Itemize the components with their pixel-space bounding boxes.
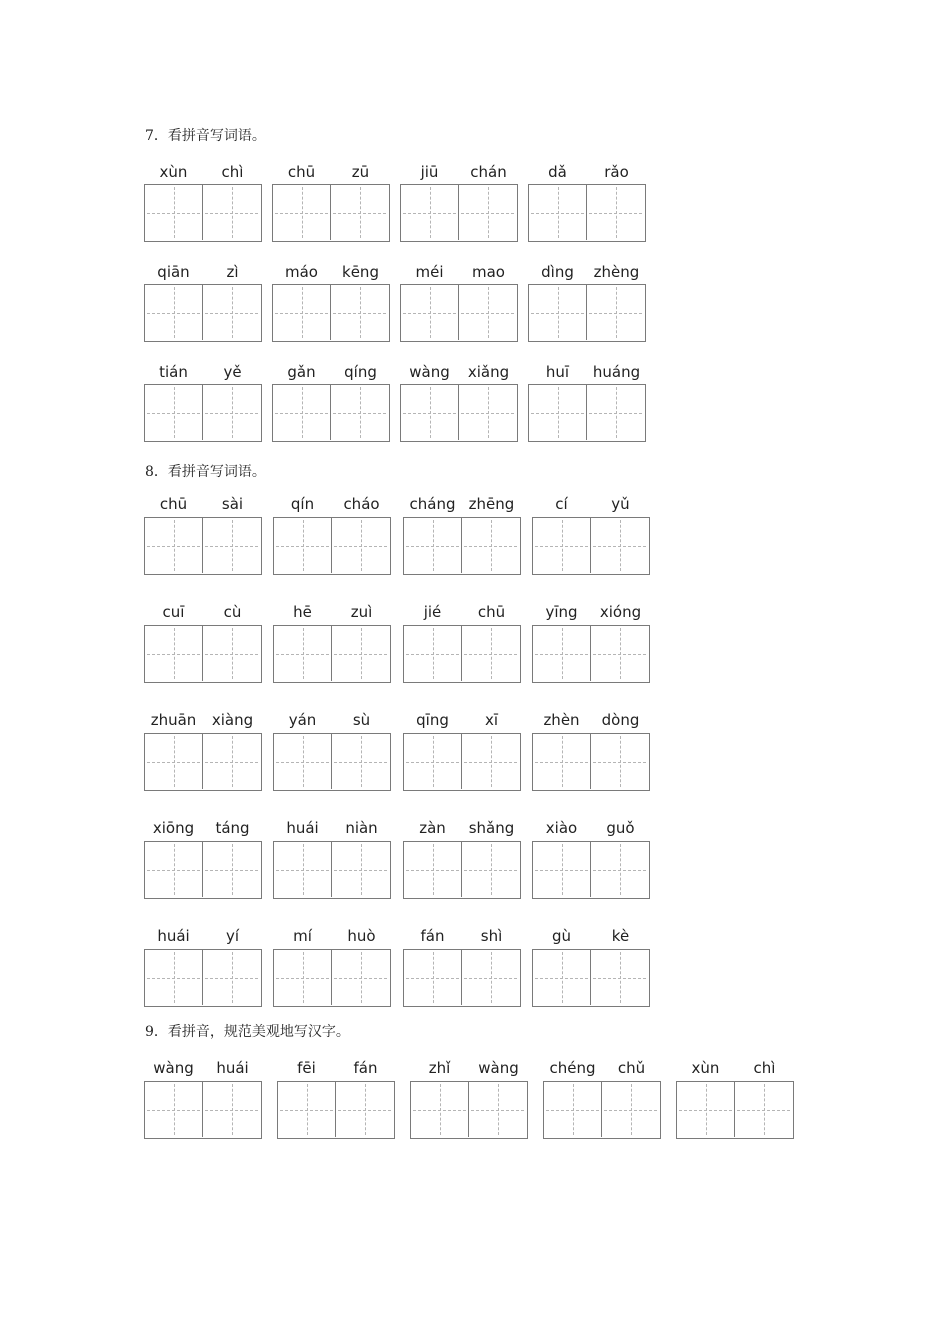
pinyin-label: jié xyxy=(423,603,442,621)
guide-line-horizontal xyxy=(147,870,200,871)
writing-box-pair[interactable] xyxy=(528,384,646,442)
guide-line-horizontal xyxy=(546,1110,599,1111)
guide-line-horizontal xyxy=(334,870,387,871)
pinyin-label: zū xyxy=(351,163,370,181)
pinyin-row xyxy=(144,495,262,515)
writing-box-pair[interactable] xyxy=(400,284,518,342)
pinyin-label: huái xyxy=(216,1059,249,1077)
character-box[interactable] xyxy=(591,518,648,573)
character-box[interactable] xyxy=(145,1082,203,1137)
pinyin-label: fán xyxy=(353,1059,378,1077)
character-box[interactable] xyxy=(677,1082,735,1137)
guide-line-horizontal xyxy=(205,870,258,871)
pinyin-row xyxy=(144,819,262,839)
guide-line-horizontal xyxy=(464,870,517,871)
writing-box-pair[interactable] xyxy=(273,517,391,575)
character-box[interactable] xyxy=(529,285,587,340)
pinyin-label: chū xyxy=(159,495,188,513)
pinyin-row xyxy=(272,363,390,383)
guide-line-horizontal xyxy=(589,313,642,314)
character-box[interactable] xyxy=(332,842,389,897)
guide-line-horizontal xyxy=(593,870,646,871)
character-box[interactable] xyxy=(203,842,260,897)
pinyin-label: mao xyxy=(472,263,505,281)
character-box[interactable] xyxy=(273,385,331,440)
character-box[interactable] xyxy=(332,518,389,573)
guide-line-horizontal xyxy=(535,762,588,763)
pinyin-label: yí xyxy=(225,927,240,945)
pinyin-label: dìng xyxy=(541,263,574,281)
pinyin-label: sù xyxy=(352,711,371,729)
character-box[interactable] xyxy=(145,385,203,440)
pinyin-row xyxy=(532,603,650,623)
character-box[interactable] xyxy=(462,734,519,789)
character-box[interactable] xyxy=(145,734,203,789)
pinyin-label: wàng xyxy=(409,363,450,381)
pinyin-row xyxy=(532,927,650,947)
guide-line-horizontal xyxy=(461,213,514,214)
pinyin-label: xiào xyxy=(545,819,578,837)
writing-box-pair[interactable] xyxy=(400,384,518,442)
guide-line-horizontal xyxy=(147,1110,200,1111)
character-box[interactable] xyxy=(332,734,389,789)
writing-box-pair[interactable] xyxy=(532,841,650,899)
guide-line-horizontal xyxy=(276,978,329,979)
pinyin-label: yán xyxy=(288,711,317,729)
pinyin-row xyxy=(273,711,391,731)
guide-line-horizontal xyxy=(471,1110,524,1111)
character-box[interactable] xyxy=(544,1082,602,1137)
guide-line-horizontal xyxy=(205,1110,258,1111)
pinyin-label: qīng xyxy=(416,711,449,729)
pinyin-row xyxy=(403,495,521,515)
writing-box-pair[interactable] xyxy=(144,1081,262,1139)
character-box[interactable] xyxy=(591,734,648,789)
guide-line-horizontal xyxy=(531,413,584,414)
pinyin-row xyxy=(528,163,646,183)
pinyin-label: táng xyxy=(215,819,250,837)
pinyin-row xyxy=(144,927,262,947)
guide-line-horizontal xyxy=(403,213,456,214)
pinyin-label: xióng xyxy=(599,603,642,621)
guide-line-horizontal xyxy=(593,978,646,979)
guide-line-horizontal xyxy=(535,870,588,871)
character-box[interactable] xyxy=(459,285,516,340)
guide-line-horizontal xyxy=(280,1110,333,1111)
guide-line-horizontal xyxy=(737,1110,790,1111)
pinyin-row xyxy=(273,495,391,515)
guide-line-horizontal xyxy=(147,413,200,414)
pinyin-label: huái xyxy=(286,819,319,837)
writing-box-pair[interactable] xyxy=(273,733,391,791)
guide-line-horizontal xyxy=(147,762,200,763)
section-8-heading: 8．看拼音写词语。 xyxy=(145,464,266,480)
writing-box-pair[interactable] xyxy=(676,1081,794,1139)
pinyin-label: zàn xyxy=(419,819,446,837)
pinyin-label: kēng xyxy=(342,263,379,281)
pinyin-label: zhèn xyxy=(543,711,580,729)
writing-box-pair[interactable] xyxy=(272,384,390,442)
pinyin-label: tián xyxy=(159,363,188,381)
pinyin-row xyxy=(144,1059,262,1079)
character-box[interactable] xyxy=(145,518,203,573)
guide-line-horizontal xyxy=(679,1110,732,1111)
guide-line-horizontal xyxy=(205,413,258,414)
character-box[interactable] xyxy=(145,842,203,897)
character-box[interactable] xyxy=(462,626,519,681)
guide-line-horizontal xyxy=(464,546,517,547)
pinyin-label: kè xyxy=(611,927,630,945)
guide-line-horizontal xyxy=(535,978,588,979)
pinyin-label: fán xyxy=(420,927,445,945)
pinyin-label: qíng xyxy=(344,363,377,381)
pinyin-row xyxy=(144,603,262,623)
pinyin-row xyxy=(144,163,262,183)
character-box[interactable] xyxy=(401,185,459,240)
character-box[interactable] xyxy=(274,734,332,789)
pinyin-label: qiān xyxy=(157,263,190,281)
pinyin-label: zhuān xyxy=(150,711,197,729)
writing-box-pair[interactable] xyxy=(144,384,262,442)
guide-line-horizontal xyxy=(205,213,258,214)
pinyin-label: chū xyxy=(287,163,316,181)
writing-box-pair[interactable] xyxy=(144,733,262,791)
character-box[interactable] xyxy=(602,1082,659,1137)
character-box[interactable] xyxy=(404,626,462,681)
character-box[interactable] xyxy=(735,1082,792,1137)
character-box[interactable] xyxy=(203,734,260,789)
pinyin-row xyxy=(273,819,391,839)
pinyin-label: xùn xyxy=(691,1059,720,1077)
character-box[interactable] xyxy=(203,626,260,681)
pinyin-row xyxy=(272,163,390,183)
pinyin-label: wàng xyxy=(478,1059,519,1077)
pinyin-row xyxy=(532,495,650,515)
pinyin-label: dòng xyxy=(601,711,640,729)
pinyin-label: zuì xyxy=(350,603,373,621)
guide-line-horizontal xyxy=(333,413,386,414)
pinyin-label: cháo xyxy=(343,495,380,513)
writing-box-pair[interactable] xyxy=(272,184,390,242)
character-box[interactable] xyxy=(273,285,331,340)
character-box[interactable] xyxy=(462,950,519,1005)
character-box[interactable] xyxy=(145,285,203,340)
pinyin-label: yě xyxy=(223,363,242,381)
pinyin-label: máo xyxy=(285,263,318,281)
writing-box-pair[interactable] xyxy=(528,284,646,342)
guide-line-horizontal xyxy=(461,413,514,414)
character-box[interactable] xyxy=(331,285,388,340)
pinyin-row xyxy=(273,927,391,947)
pinyin-label: huái xyxy=(157,927,190,945)
pinyin-label: xiǎng xyxy=(467,363,510,381)
character-box[interactable] xyxy=(274,842,332,897)
pinyin-row xyxy=(400,263,518,283)
pinyin-label: huáng xyxy=(592,363,641,381)
guide-line-horizontal xyxy=(276,546,329,547)
guide-line-horizontal xyxy=(531,213,584,214)
character-box[interactable] xyxy=(145,185,203,240)
pinyin-label: xī xyxy=(484,711,499,729)
guide-line-horizontal xyxy=(276,870,329,871)
guide-line-horizontal xyxy=(535,654,588,655)
pinyin-label: xiàng xyxy=(211,711,254,729)
guide-line-horizontal xyxy=(205,654,258,655)
guide-line-horizontal xyxy=(275,313,328,314)
pinyin-row xyxy=(144,263,262,283)
pinyin-row xyxy=(277,1059,395,1079)
writing-box-pair[interactable] xyxy=(144,517,262,575)
pinyin-row xyxy=(410,1059,528,1079)
guide-line-horizontal xyxy=(413,1110,466,1111)
guide-line-horizontal xyxy=(589,413,642,414)
pinyin-label: yǔ xyxy=(611,495,630,513)
guide-line-horizontal xyxy=(276,654,329,655)
character-box[interactable] xyxy=(404,518,462,573)
guide-line-horizontal xyxy=(406,546,459,547)
character-box[interactable] xyxy=(331,185,388,240)
character-box[interactable] xyxy=(404,842,462,897)
pinyin-row xyxy=(676,1059,794,1079)
guide-line-horizontal xyxy=(205,546,258,547)
pinyin-row xyxy=(403,927,521,947)
pinyin-label: qín xyxy=(290,495,315,513)
pinyin-row xyxy=(403,603,521,623)
guide-line-horizontal xyxy=(205,762,258,763)
section-7-heading: 7．看拼音写词语。 xyxy=(145,128,266,144)
character-box[interactable] xyxy=(401,385,459,440)
pinyin-label: zhēng xyxy=(468,495,515,513)
pinyin-label: wàng xyxy=(153,1059,194,1077)
guide-line-horizontal xyxy=(604,1110,657,1111)
guide-line-horizontal xyxy=(147,546,200,547)
writing-box-pair[interactable] xyxy=(528,184,646,242)
guide-line-horizontal xyxy=(275,213,328,214)
guide-line-horizontal xyxy=(334,546,387,547)
character-box[interactable] xyxy=(529,385,587,440)
character-box[interactable] xyxy=(591,626,648,681)
guide-line-horizontal xyxy=(403,413,456,414)
pinyin-row xyxy=(532,711,650,731)
pinyin-row xyxy=(272,263,390,283)
character-box[interactable] xyxy=(203,385,260,440)
pinyin-label: xiōng xyxy=(152,819,195,837)
pinyin-label: dǎ xyxy=(548,163,567,181)
writing-box-pair[interactable] xyxy=(400,184,518,242)
pinyin-label: guǒ xyxy=(606,819,635,837)
pinyin-label: niàn xyxy=(345,819,378,837)
character-box[interactable] xyxy=(203,185,260,240)
writing-box-pair[interactable] xyxy=(277,1081,395,1139)
pinyin-label: chū xyxy=(477,603,506,621)
pinyin-label: méi xyxy=(415,263,444,281)
guide-line-horizontal xyxy=(333,213,386,214)
character-box[interactable] xyxy=(459,385,516,440)
writing-box-pair[interactable] xyxy=(273,625,391,683)
pinyin-row xyxy=(273,603,391,623)
writing-box-pair[interactable] xyxy=(543,1081,661,1139)
guide-line-horizontal xyxy=(461,313,514,314)
pinyin-label: gù xyxy=(551,927,572,945)
writing-box-pair[interactable] xyxy=(144,625,262,683)
guide-line-horizontal xyxy=(535,546,588,547)
writing-box-pair[interactable] xyxy=(144,184,262,242)
pinyin-label: zhèng xyxy=(593,263,640,281)
character-box[interactable] xyxy=(591,842,648,897)
pinyin-label: sài xyxy=(221,495,244,513)
guide-line-horizontal xyxy=(406,654,459,655)
guide-line-horizontal xyxy=(333,313,386,314)
section-9-heading: 9．看拼音，规范美观地写汉字。 xyxy=(145,1024,350,1040)
character-box[interactable] xyxy=(332,626,389,681)
pinyin-row xyxy=(144,363,262,383)
pinyin-label: rǎo xyxy=(604,163,629,181)
writing-box-pair[interactable] xyxy=(144,949,262,1007)
character-box[interactable] xyxy=(274,950,332,1005)
pinyin-label: shǎng xyxy=(468,819,515,837)
guide-line-horizontal xyxy=(403,313,456,314)
character-box[interactable] xyxy=(203,950,260,1005)
guide-line-horizontal xyxy=(334,654,387,655)
character-box[interactable] xyxy=(145,626,203,681)
pinyin-label: zhǐ xyxy=(428,1059,451,1077)
pinyin-label: jiū xyxy=(420,163,439,181)
guide-line-horizontal xyxy=(334,978,387,979)
character-box[interactable] xyxy=(203,285,260,340)
pinyin-label: fēi xyxy=(297,1059,316,1077)
pinyin-label: chì xyxy=(753,1059,776,1077)
pinyin-label: huī xyxy=(545,363,570,381)
character-box[interactable] xyxy=(533,950,591,1005)
writing-box-pair[interactable] xyxy=(403,949,521,1007)
character-box[interactable] xyxy=(587,385,644,440)
character-box[interactable] xyxy=(331,385,388,440)
guide-line-horizontal xyxy=(464,978,517,979)
pinyin-row xyxy=(532,819,650,839)
guide-line-horizontal xyxy=(147,213,200,214)
guide-line-horizontal xyxy=(531,313,584,314)
character-box[interactable] xyxy=(278,1082,336,1137)
guide-line-horizontal xyxy=(147,978,200,979)
guide-line-horizontal xyxy=(464,762,517,763)
writing-box-pair[interactable] xyxy=(273,841,391,899)
writing-box-pair[interactable] xyxy=(403,625,521,683)
writing-box-pair[interactable] xyxy=(532,733,650,791)
writing-box-pair[interactable] xyxy=(403,517,521,575)
character-box[interactable] xyxy=(462,518,519,573)
guide-line-horizontal xyxy=(338,1110,391,1111)
pinyin-label: mí xyxy=(293,927,312,945)
character-box[interactable] xyxy=(462,842,519,897)
pinyin-row xyxy=(403,819,521,839)
pinyin-label: cuī xyxy=(162,603,185,621)
pinyin-label: zì xyxy=(226,263,239,281)
guide-line-horizontal xyxy=(147,313,200,314)
pinyin-row xyxy=(543,1059,661,1079)
character-box[interactable] xyxy=(273,185,331,240)
character-box[interactable] xyxy=(533,626,591,681)
guide-line-horizontal xyxy=(464,654,517,655)
character-box[interactable] xyxy=(336,1082,393,1137)
writing-box-pair[interactable] xyxy=(272,284,390,342)
guide-line-horizontal xyxy=(406,978,459,979)
pinyin-label: chì xyxy=(221,163,244,181)
guide-line-horizontal xyxy=(593,546,646,547)
character-box[interactable] xyxy=(404,950,462,1005)
character-box[interactable] xyxy=(332,950,389,1005)
character-box[interactable] xyxy=(533,734,591,789)
character-box[interactable] xyxy=(529,185,587,240)
pinyin-label: shì xyxy=(480,927,503,945)
character-box[interactable] xyxy=(145,950,203,1005)
character-box[interactable] xyxy=(401,285,459,340)
character-box[interactable] xyxy=(203,518,260,573)
guide-line-horizontal xyxy=(334,762,387,763)
character-box[interactable] xyxy=(469,1082,526,1137)
pinyin-label: chán xyxy=(470,163,507,181)
pinyin-label: yīng xyxy=(545,603,578,621)
writing-box-pair[interactable] xyxy=(532,625,650,683)
character-box[interactable] xyxy=(459,185,516,240)
character-box[interactable] xyxy=(203,1082,260,1137)
character-box[interactable] xyxy=(591,950,648,1005)
character-box[interactable] xyxy=(533,518,591,573)
character-box[interactable] xyxy=(404,734,462,789)
guide-line-horizontal xyxy=(205,313,258,314)
guide-line-horizontal xyxy=(593,762,646,763)
pinyin-label: chǔ xyxy=(617,1059,646,1077)
guide-line-horizontal xyxy=(406,762,459,763)
pinyin-label: huò xyxy=(347,927,376,945)
writing-box-pair[interactable] xyxy=(403,733,521,791)
guide-line-horizontal xyxy=(589,213,642,214)
writing-box-pair[interactable] xyxy=(532,949,650,1007)
pinyin-label: xùn xyxy=(159,163,188,181)
guide-line-horizontal xyxy=(147,654,200,655)
pinyin-row xyxy=(528,263,646,283)
pinyin-label: cù xyxy=(223,603,242,621)
writing-box-pair[interactable] xyxy=(144,284,262,342)
character-box[interactable] xyxy=(411,1082,469,1137)
pinyin-row xyxy=(403,711,521,731)
writing-box-pair[interactable] xyxy=(532,517,650,575)
character-box[interactable] xyxy=(274,518,332,573)
character-box[interactable] xyxy=(533,842,591,897)
writing-box-pair[interactable] xyxy=(403,841,521,899)
pinyin-label: gǎn xyxy=(287,363,316,381)
pinyin-row xyxy=(400,163,518,183)
pinyin-label: hē xyxy=(293,603,312,621)
writing-box-pair[interactable] xyxy=(410,1081,528,1139)
pinyin-label: cí xyxy=(555,495,568,513)
character-box[interactable] xyxy=(587,185,644,240)
pinyin-label: cháng xyxy=(409,495,456,513)
guide-line-horizontal xyxy=(593,654,646,655)
guide-line-horizontal xyxy=(276,762,329,763)
pinyin-row xyxy=(400,363,518,383)
guide-line-horizontal xyxy=(406,870,459,871)
pinyin-row xyxy=(528,363,646,383)
writing-box-pair[interactable] xyxy=(144,841,262,899)
writing-box-pair[interactable] xyxy=(273,949,391,1007)
pinyin-label: chéng xyxy=(549,1059,596,1077)
character-box[interactable] xyxy=(274,626,332,681)
guide-line-horizontal xyxy=(205,978,258,979)
guide-line-horizontal xyxy=(275,413,328,414)
pinyin-row xyxy=(144,711,262,731)
character-box[interactable] xyxy=(587,285,644,340)
